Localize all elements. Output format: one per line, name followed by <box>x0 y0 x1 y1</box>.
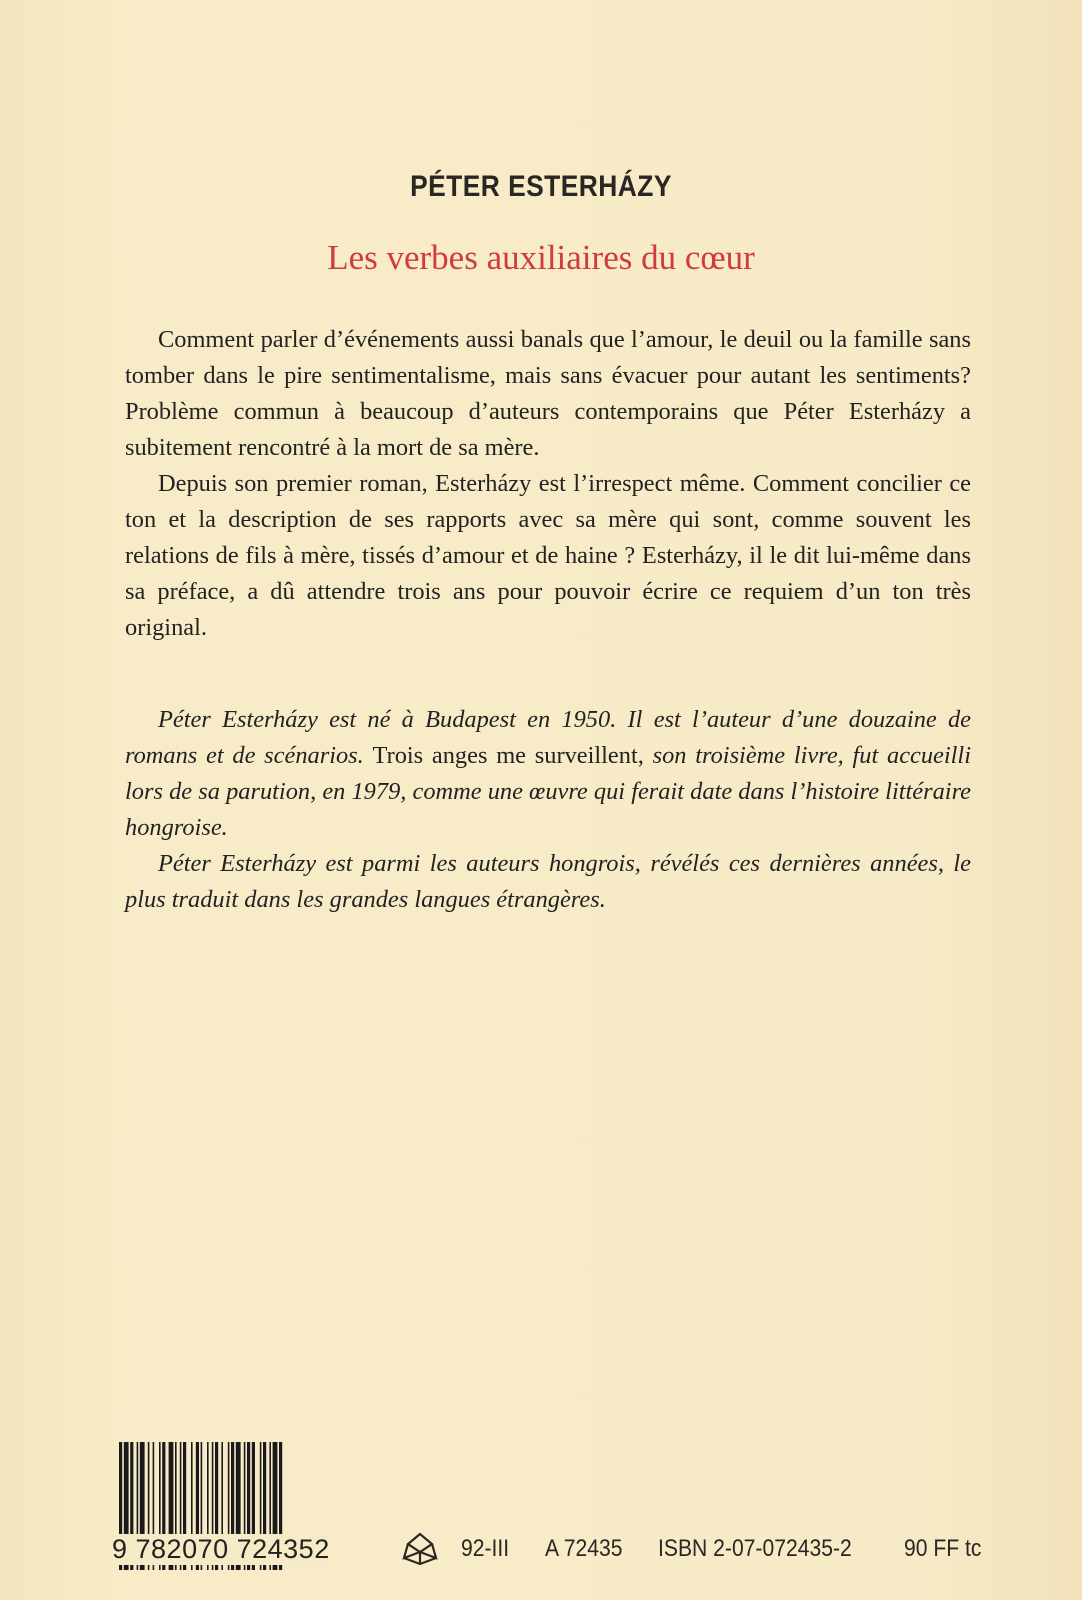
back-codes <box>0 1535 1082 1575</box>
author-bio <box>125 702 971 918</box>
isbn-number: ISBN 2-07-072435-2 <box>658 1535 852 1562</box>
book-title: Les verbes auxiliaires du cœur <box>327 238 755 277</box>
bio-paragraph-1 <box>125 702 971 846</box>
bio-text: Péter Esterházy est né à Budapest en 1950. Il est l’auteur d’une douzaine de romans et de scénarios. <box>125 706 971 769</box>
price: 90 FF tc <box>904 1535 982 1562</box>
author-name: PÉTER ESTERHÁZY <box>410 170 672 203</box>
reference-code: A 72435 <box>545 1535 623 1562</box>
series-code: 92-III <box>461 1535 510 1562</box>
blurb-text <box>125 322 971 646</box>
bio-paragraph-2: Péter Esterházy est parmi les auteurs hongrois, révélés ces dernières années, le plus traduit dans les grandes langues étrangères. <box>125 850 971 913</box>
book-reference: Trois anges me surveillent, <box>372 742 644 769</box>
blurb-paragraph-1: Comment parler d’événements aussi banals que l’amour, le deuil ou la famille sans tomber dans le pire sentimentalisme, mais sans évacuer pour autant les sentiments? Problème commun à beaucoup d’auteurs contemporains que Péter Esterházy a subitement rencontré à la mort de sa mère. <box>125 326 971 461</box>
bio-text: son troisième livre, fut accueilli lors de sa parution, en 1979, comme une œuvre qui ferait date dans l’histoire littéraire hongroise. <box>125 742 971 841</box>
blurb-paragraph-2: Depuis son premier roman, Esterházy est l’irrespect même. Comment concilier ce ton et la description de ses rapports avec sa mère qui sont, comme souvent les relations de fils à mère, tissés d’amour et de haine ? Esterházy, il le dit lui-même dans sa préface, a dû attendre trois ans pour pouvoir écrire ce requiem d’un ton très original. <box>125 470 971 641</box>
barcode-digits: 9 782070 724352 <box>112 1534 330 1564</box>
